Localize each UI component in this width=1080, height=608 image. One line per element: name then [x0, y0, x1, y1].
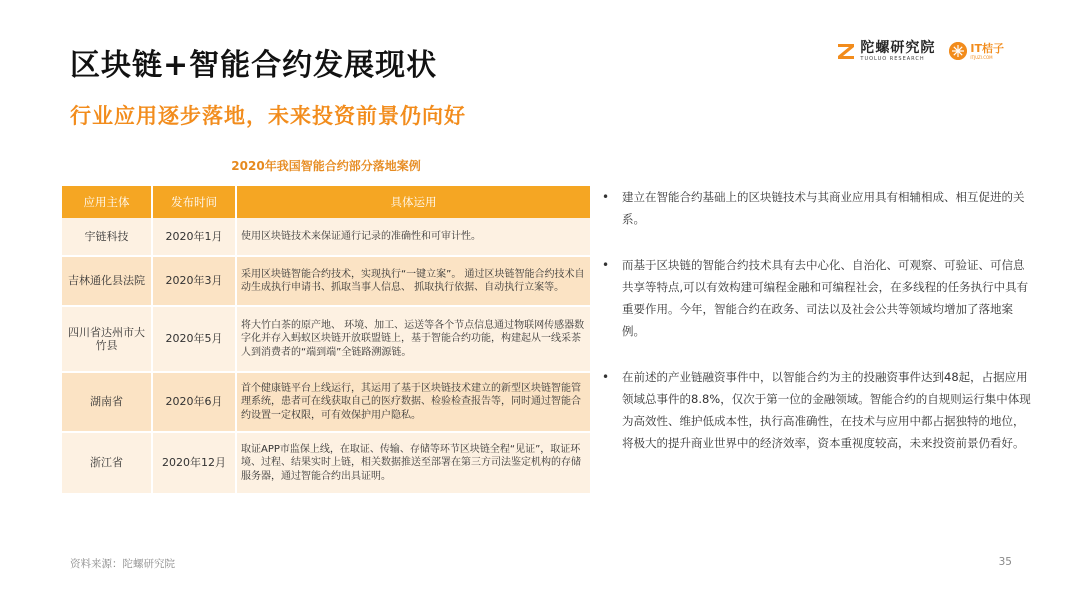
table-row: [62, 256, 590, 306]
header-usage: 具体运用: [236, 186, 590, 218]
cell-usage: 取证APP市监保上线，在取证、传输、存储等环节区块链全程“见证”，取证环境、过程、结果实时上链，相关数据推送至部署在第三方司法鉴定机构的存储服务器，通过智能合约出具证明。: [236, 432, 590, 494]
itjuzi-logo-english: ITJUZI.COM: [970, 54, 993, 60]
table-header-row: [62, 186, 590, 218]
table-caption: 2020年我国智能合约部分落地案例: [231, 159, 421, 173]
tuoluo-logo: [836, 41, 935, 62]
bullet-dot-icon: •: [602, 370, 610, 384]
bullet-text: 在前述的产业链融资事件中，以智能合约为主的投融资事件达到48起，占据应用领域总事件的8.8%，仅次于第一位的金融领域。智能合约的自规则运行集中体现为高效性、维护低成本性，执行高准确性，在技术与应用中都占据独特的地位，将极大的提升商业世界中的经济效率，资本重视度较高，未来投资前景仍看好。: [622, 370, 1031, 450]
header-entity: 应用主体: [62, 186, 152, 218]
itjuzi-logo: [949, 42, 1004, 60]
bullet-dot-icon: •: [602, 258, 610, 272]
cell-usage: 首个健康链平台上线运行，其运用了基于区块链技术建立的新型区块链智能管理系统，患者可在线获取自己的医疗数据、检验检查报告等，同时通过智能合约设置一定权限，可有效保护用户隐私。: [236, 372, 590, 432]
cases-table: [62, 186, 590, 495]
cell-date: 2020年5月: [152, 306, 236, 372]
orange-fruit-icon: [949, 42, 967, 60]
table-row: [62, 432, 590, 494]
bullet-text: 而基于区块链的智能合约技术具有去中心化、自治化、可观察、可验证、可信息共享等特点,可以有效构建可编程金融和可编程社会，在多线程的任务执行中具有重要作用。今年，智能合约在政务、司法以及社会公共等领域均增加了落地案例。: [622, 258, 1029, 338]
cell-date: 2020年3月: [152, 256, 236, 306]
cell-entity: 四川省达州市大竹县: [62, 306, 152, 372]
slide-title: 区块链+智能合约发展现状: [70, 48, 438, 83]
bullet-text: 建立在智能合约基础上的区块链技术与其商业应用具有相辅相成、相互促进的关系。: [622, 190, 1025, 226]
cell-entity: 浙江省: [62, 432, 152, 494]
table-row: [62, 218, 590, 256]
slide-subtitle: 行业应用逐步落地，未来投资前景仍向好: [70, 104, 466, 128]
cell-date: 2020年6月: [152, 372, 236, 432]
cell-entity: 宇链科技: [62, 218, 152, 256]
cell-entity: 湖南省: [62, 372, 152, 432]
tuoluo-logo-name: 陀螺研究院: [860, 39, 936, 56]
table-row: [62, 306, 590, 372]
tuoluo-logo-english: TUOLUO RESEARCH: [860, 55, 925, 62]
table-row: [62, 372, 590, 432]
cell-usage: 使用区块链技术来保证通行记录的准确性和可审计性。: [236, 218, 590, 256]
cell-entity: 吉林通化县法院: [62, 256, 152, 306]
tuoluo-z-icon: [836, 41, 856, 61]
cell-usage: 将大竹白茶的原产地、 环境、加工、运送等各个节点信息通过物联网传感器数字化并存入蚂蚁区块链开放联盟链上，基于智能合约功能，构建起从一线采茶人到消费者的“端到端”全链路溯源链。: [236, 306, 590, 372]
header-date: 发布时间: [152, 186, 236, 218]
cell-date: 2020年12月: [152, 432, 236, 494]
bullet-item: [602, 254, 1034, 342]
itjuzi-logo-name: IT桔子: [970, 41, 1004, 55]
bullet-list: [602, 186, 1034, 478]
cell-date: 2020年1月: [152, 218, 236, 256]
logo-group: [836, 38, 1004, 64]
bullet-item: [602, 186, 1034, 230]
cell-usage: 采用区块链智能合约技术，实现执行“一键立案”。 通过区块链智能合约技术自动生成执行申请书、抓取当事人信息、 抓取执行依据、自动执行立案等。: [236, 256, 590, 306]
bullet-dot-icon: •: [602, 190, 610, 204]
source-note: 资料来源：陀螺研究院: [70, 558, 175, 570]
page-number: 35: [998, 556, 1012, 568]
bullet-item: [602, 366, 1034, 454]
